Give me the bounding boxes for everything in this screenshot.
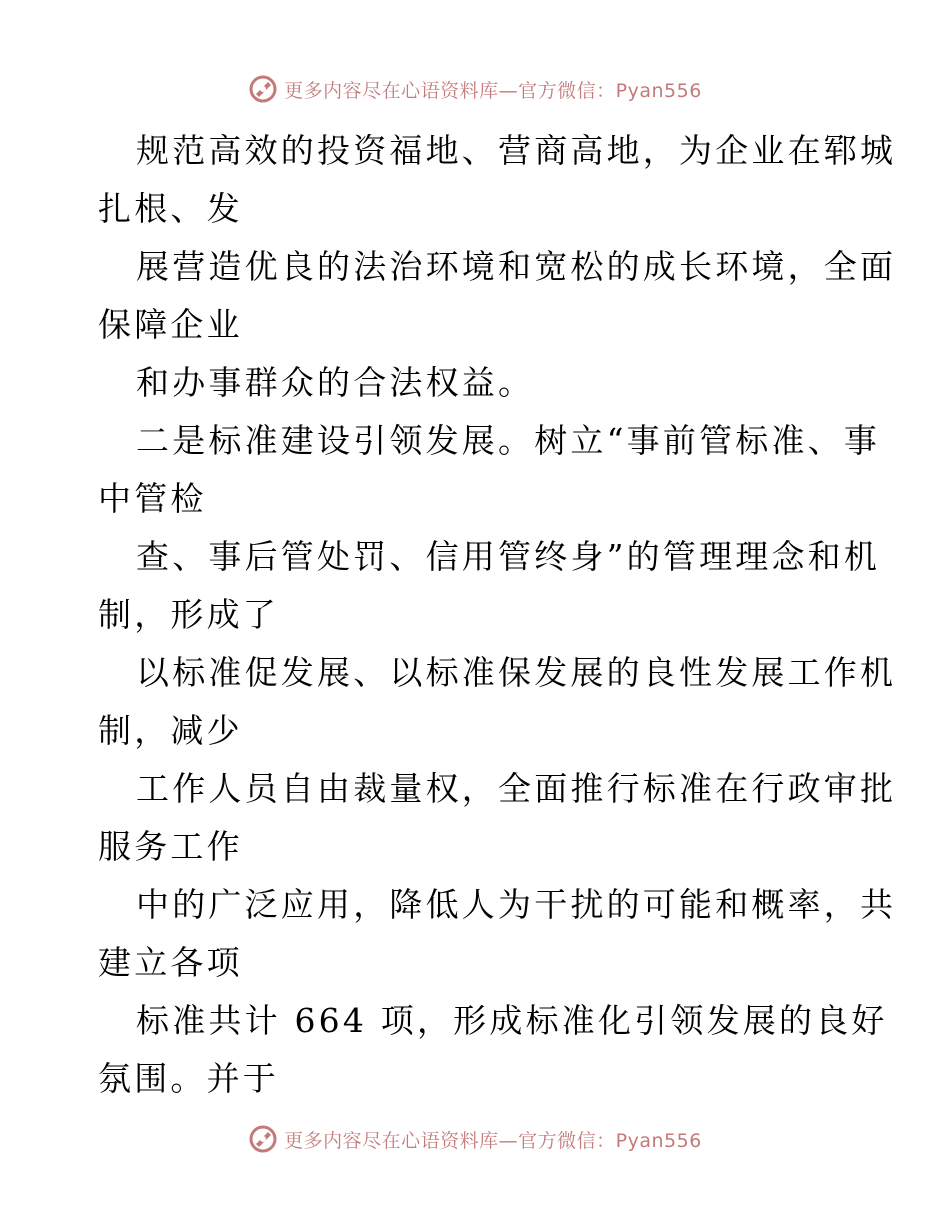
paragraph: [98, 992, 888, 1108]
paragraph-line: 服务工作: [98, 827, 243, 866]
footer-watermark: [0, 1124, 950, 1154]
watermark-text: 更多内容尽在心语资料库—官方微信：Pyan556: [284, 1129, 702, 1152]
paragraph-line: 保障企业: [98, 305, 243, 344]
paragraph-line: 二是标准建设引领发展。树立“事前管标准、事: [136, 421, 881, 460]
paragraph-line: 查、事后管处罚、信用管终身”的管理理念和机: [136, 537, 881, 576]
paragraph-line: 展营造优良的法治环境和宽松的成长环境，全面: [136, 247, 897, 286]
paragraph-line: 和办事群众的合法权益。: [136, 363, 535, 402]
paragraph: [98, 354, 858, 412]
paragraph-line: 规范高效的投资福地、营商高地，为企业在郓城: [136, 131, 897, 170]
paragraph: [98, 876, 897, 992]
paragraph: [98, 528, 881, 644]
paragraph: [98, 644, 897, 760]
paragraph-line: 标准共计 664 项，形成标准化引领发展的良好: [136, 1001, 888, 1040]
watermark-text: 更多内容尽在心语资料库—官方微信：Pyan556: [284, 79, 702, 102]
paragraph-line: 制，形成了: [98, 595, 279, 634]
seal-logo-icon: [248, 74, 278, 104]
paragraph: [98, 122, 897, 238]
paragraph-line: 中的广泛应用，降低人为干扰的可能和概率，共: [136, 885, 897, 924]
paragraph-line: 工作人员自由裁量权，全面推行标准在行政审批: [136, 769, 897, 808]
paragraph: [98, 760, 897, 876]
paragraph-line: 氛围。并于: [98, 1059, 279, 1098]
paragraph: [98, 412, 881, 528]
paragraph-line: 中管检: [98, 479, 207, 518]
paragraph: [98, 238, 897, 354]
paragraph-line: 以标准促发展、以标准保发展的良性发展工作机: [136, 653, 897, 692]
document-body: [98, 122, 897, 1108]
paragraph-line: 建立各项: [98, 943, 243, 982]
paragraph-line: 扎根、发: [98, 189, 243, 228]
seal-logo-icon: [248, 1124, 278, 1154]
paragraph-line: 制，减少: [98, 711, 243, 750]
header-watermark: [0, 74, 950, 104]
